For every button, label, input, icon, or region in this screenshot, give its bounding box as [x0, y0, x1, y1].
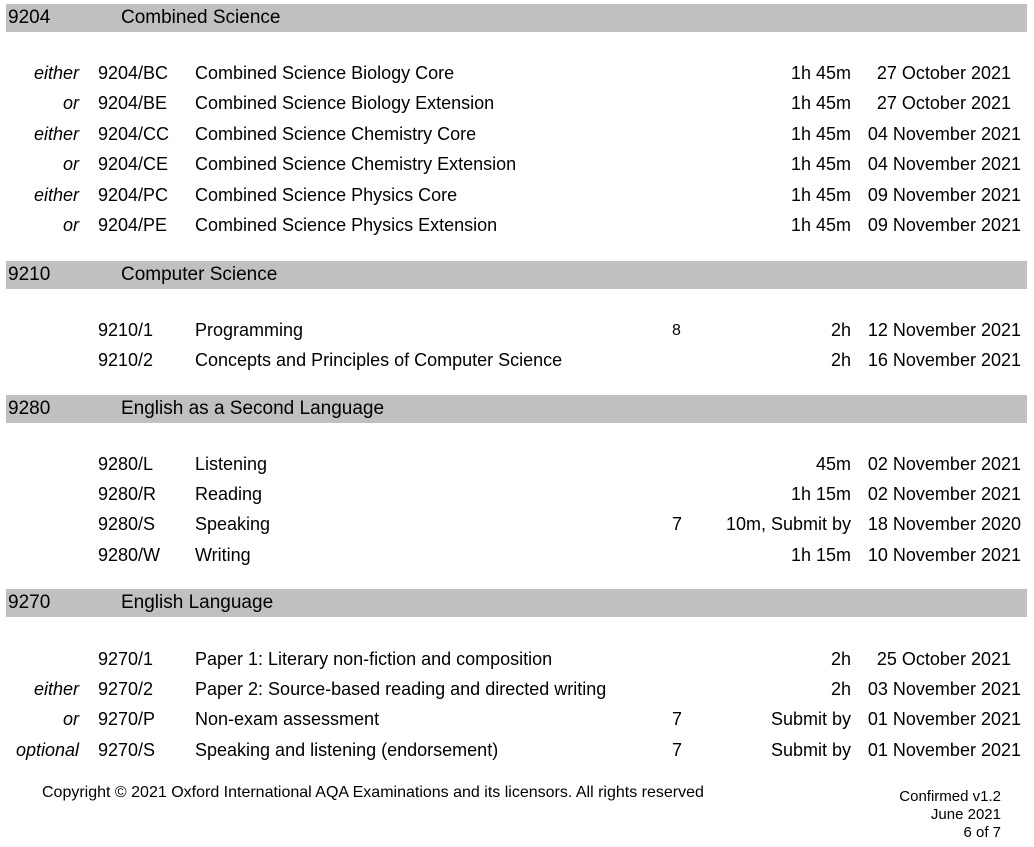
paper-duration: Submit by	[770, 709, 851, 729]
paper-duration: 1h 45m	[790, 154, 851, 174]
paper-title: Listening	[195, 454, 268, 474]
table-row	[0, 545, 1034, 569]
version-label: Confirmed v1.2	[899, 788, 1001, 805]
paper-code: 9204/CC	[98, 124, 170, 144]
paper-duration: 1h 45m	[790, 93, 851, 113]
section-title: English Language	[121, 592, 274, 613]
paper-title: Non-exam assessment	[195, 709, 380, 729]
table-row	[0, 679, 1034, 703]
row-qualifier: either	[33, 185, 79, 205]
issue-date: June 2021	[930, 806, 1001, 823]
section-code: 9210	[8, 264, 51, 285]
table-row	[0, 63, 1034, 87]
paper-date: 01 November 2021	[867, 709, 1021, 729]
document-info	[899, 788, 1001, 842]
paper-title: Speaking and listening (endorsement)	[195, 740, 499, 760]
table-row	[0, 484, 1034, 508]
paper-date: 18 November 2020	[867, 514, 1021, 534]
paper-date: 12 November 2021	[867, 320, 1021, 340]
paper-duration: 2h	[830, 679, 851, 699]
table-row	[0, 215, 1034, 239]
paper-date: 02 November 2021	[867, 454, 1021, 474]
paper-duration: 1h 45m	[790, 63, 851, 83]
table-row	[0, 454, 1034, 478]
paper-date: 04 November 2021	[867, 124, 1021, 144]
table-row	[0, 93, 1034, 117]
paper-duration: 1h 45m	[790, 185, 851, 205]
paper-date: 27 October 2021	[876, 63, 1011, 83]
paper-duration: 2h	[830, 350, 851, 370]
section-header-9280	[6, 395, 1027, 423]
paper-date: 09 November 2021	[867, 185, 1021, 205]
row-qualifier: or	[62, 93, 79, 113]
paper-code: 9204/BC	[98, 63, 169, 83]
paper-title: Combined Science Physics Core	[195, 185, 458, 205]
section-code: 9280	[8, 398, 51, 419]
paper-code: 9270/2	[98, 679, 154, 699]
paper-code: 9280/W	[98, 545, 161, 565]
controlled-assessment-marker: 7	[672, 709, 683, 729]
page-number: 6 of 7	[963, 824, 1001, 841]
paper-code: 9280/S	[98, 514, 156, 534]
section-title: Combined Science	[121, 7, 281, 28]
paper-date: 10 November 2021	[867, 545, 1021, 565]
paper-title: Combined Science Biology Core	[195, 63, 455, 83]
paper-code: 9280/R	[98, 484, 157, 504]
row-qualifier: optional	[15, 740, 79, 760]
paper-code: 9210/2	[98, 350, 154, 370]
table-row	[0, 740, 1034, 764]
paper-code: 9210/1	[98, 320, 154, 340]
table-row	[0, 350, 1034, 374]
paper-title: Combined Science Physics Extension	[195, 215, 498, 235]
paper-duration: 2h	[830, 320, 851, 340]
paper-duration: 45m	[815, 454, 851, 474]
paper-code: 9270/S	[98, 740, 156, 760]
paper-date: 09 November 2021	[867, 215, 1021, 235]
row-qualifier: or	[62, 215, 79, 235]
row-qualifier: either	[33, 63, 79, 83]
paper-title: Combined Science Chemistry Core	[195, 124, 477, 144]
paper-title: Writing	[195, 545, 251, 565]
paper-duration: 2h	[830, 649, 851, 669]
paper-title: Combined Science Chemistry Extension	[195, 154, 517, 174]
paper-code: 9204/PE	[98, 215, 168, 235]
section-title: English as a Second Language	[121, 398, 385, 419]
paper-date: 01 November 2021	[867, 740, 1021, 760]
paper-duration: 1h 45m	[790, 124, 851, 144]
section-code: 9270	[8, 592, 51, 613]
section-header-9204	[6, 4, 1027, 32]
row-qualifier: either	[33, 124, 79, 144]
table-row	[0, 320, 1034, 344]
paper-date: 03 November 2021	[867, 679, 1021, 699]
paper-duration: 1h 45m	[790, 215, 851, 235]
controlled-assessment-marker: 7	[672, 740, 683, 760]
section-header-9270	[6, 589, 1027, 617]
paper-code: 9204/CE	[98, 154, 169, 174]
table-row	[0, 185, 1034, 209]
table-row	[0, 124, 1034, 148]
paper-duration: 10m, Submit by	[725, 514, 851, 534]
controlled-assessment-marker: 8	[672, 322, 681, 339]
paper-title: Speaking	[195, 514, 271, 534]
paper-code: 9280/L	[98, 454, 154, 474]
paper-duration: Submit by	[770, 740, 851, 760]
row-qualifier: or	[62, 154, 79, 174]
paper-code: 9204/PC	[98, 185, 169, 205]
controlled-assessment-marker: 7	[672, 514, 683, 534]
paper-duration: 1h 15m	[790, 484, 851, 504]
paper-title: Paper 1: Literary non-fiction and composition	[195, 649, 553, 669]
paper-date: 04 November 2021	[867, 154, 1021, 174]
paper-title: Paper 2: Source-based reading and directed writing	[195, 679, 607, 699]
paper-date: 25 October 2021	[876, 649, 1011, 669]
paper-code: 9204/BE	[98, 93, 168, 113]
paper-date: 16 November 2021	[867, 350, 1021, 370]
paper-title: Combined Science Biology Extension	[195, 93, 495, 113]
row-qualifier: either	[33, 679, 79, 699]
row-qualifier: or	[62, 709, 79, 729]
table-row	[0, 649, 1034, 673]
paper-code: 9270/P	[98, 709, 156, 729]
paper-code: 9270/1	[98, 649, 154, 669]
paper-title: Reading	[195, 484, 263, 504]
paper-duration: 1h 15m	[790, 545, 851, 565]
paper-title: Concepts and Principles of Computer Science	[195, 350, 563, 370]
paper-date: 02 November 2021	[867, 484, 1021, 504]
paper-title: Programming	[195, 320, 304, 340]
table-row	[0, 709, 1034, 733]
section-title: Computer Science	[121, 264, 278, 285]
section-header-9210	[6, 261, 1027, 289]
section-code: 9204	[8, 7, 51, 28]
paper-date: 27 October 2021	[876, 93, 1011, 113]
copyright-notice: Copyright © 2021 Oxford International AQA Examinations and its licensors. All rights reserved	[42, 784, 704, 801]
table-row	[0, 154, 1034, 178]
table-row	[0, 514, 1034, 538]
